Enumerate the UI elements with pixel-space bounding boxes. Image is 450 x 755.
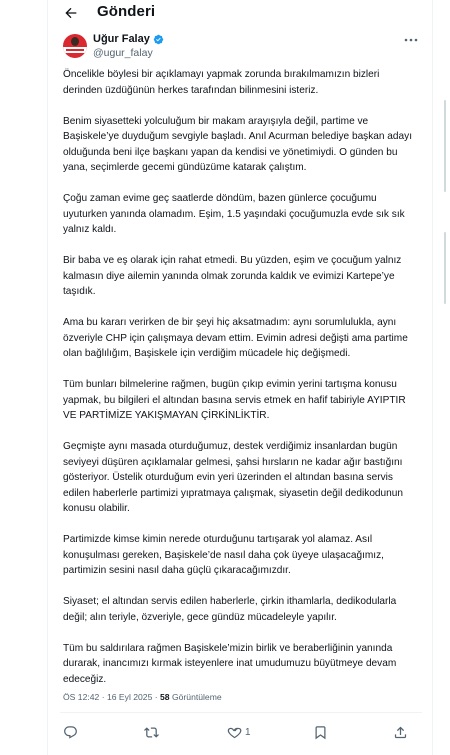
avatar[interactable]: [63, 34, 87, 58]
divider: [60, 712, 422, 713]
post-paragraph: Partimizde kimse kimin nerede oturduğunu tartışarak yol alamaz. Asıl konuşulması gereken, Başiskele’de nasıl daha çok üyeye ulaşacağımız, partimizin sesini nasıl daha güçlü çıkaracağımızdır.: [63, 534, 384, 576]
bookmark-button[interactable]: [313, 722, 328, 742]
post-paragraph: Öncelikle böylesi bir açıklamayı yapmak zorunda bırakılmamızın bizleri derinden üzdüğünün herkes tarafından bilinmesini isteriz.: [63, 69, 380, 96]
views-label: Görüntüleme: [171, 692, 222, 702]
meta-separator: ·: [101, 692, 105, 702]
post-paragraph: Ama bu kararı verirken de bir şeyi hiç aksatmadım: aynı sorumlulukla, aynı özveriyle CHP için çalışmaya devam ettim. Evimin adresi değişti ama partime olan bağlılığım, Başiskele için verdiğim mücadele hiç değişmedi.: [63, 317, 408, 359]
bookmark-icon: [313, 725, 328, 740]
heart-icon: [227, 725, 242, 740]
scrollbar-track[interactable]: [444, 232, 446, 304]
author-display-name[interactable]: Uğur Falay: [93, 33, 150, 45]
post-paragraph: Benim siyasetteki yolculuğum bir makam arayışıyla değil, partime ve Başiskele’ye duyduğum sevgiyle başladı. Anıl Acurman belediye başkan adayı olduğunda beni ilçe başkanı yapan da kendisi ve yönetimiydi. O günden bu yana, seçimlerde gecemi gündüzüme katarak çalıştım.: [63, 115, 413, 173]
author-block: [63, 33, 423, 63]
post-paragraph: Bir baba ve eş olarak için rahat etmedi. Bu yüzden, eşim ve çocuğum yalnız kalmasın diye ailemin yanında olmak zorunda kaldık ve evimizi Kartepe’ye taşıdık.: [63, 255, 402, 297]
author-name-row: [93, 33, 164, 45]
views-count: 58: [160, 692, 170, 702]
post-metadata: [63, 692, 222, 702]
post-detail-column: [47, 0, 433, 755]
retweet-icon: [144, 725, 159, 740]
post-text: [63, 67, 419, 687]
more-horizontal-icon: [404, 37, 418, 43]
like-button[interactable]: [227, 722, 251, 742]
author-handle[interactable]: @ugur_falay: [93, 47, 153, 59]
page-header: [48, 0, 434, 26]
meta-separator: ·: [154, 692, 158, 702]
post-paragraph: Tüm bunları bilmelerine rağmen, bugün çıkıp evimin yerini tartışma konusu yapmak, bu bilgileri el altından basına servis etmek en hafif tabiriyle AYIPTIR VE PARTİMİZE YAKIŞMAYAN ÇİRKİNLİKTİR.: [63, 379, 406, 421]
reply-icon: [63, 725, 78, 740]
reply-button[interactable]: [63, 722, 78, 742]
arrow-left-icon: [63, 5, 79, 21]
scrollbar-track[interactable]: [444, 100, 446, 192]
back-button[interactable]: [60, 2, 82, 24]
share-icon: [393, 725, 408, 740]
post-date[interactable]: 16 Eyl 2025: [106, 692, 153, 702]
action-bar: [48, 722, 434, 744]
post-paragraph: Siyaset; el altından servis edilen haberlerle, çirkin ithamlarla, dedikodularla değil; alın teriyle, özveriyle, gece gündüz mücadeleyle yapılır.: [63, 596, 397, 623]
more-options-button[interactable]: [403, 34, 419, 46]
post-time[interactable]: ÖS 12:42: [63, 692, 100, 702]
post-paragraph: Geçmişte aynı masada oturduğumuz, destek verdiğimiz insanlardan bugün seviyeyi düşüren açıklamalar gelmesi, şahsi hırsların ne kadar ağır bastığını gösteriyor. Üstelik oturduğum evin yeri üzerinden el altından basına servis edilen haberlerle partimizi yıpratmaya çalışmak, siyasetin değil dedikodunun konusu olabilir.: [63, 441, 403, 514]
share-button[interactable]: [393, 722, 408, 742]
page-title: Gönderi: [97, 3, 156, 20]
retweet-button[interactable]: [144, 722, 159, 742]
post-paragraph: Çoğu zaman evime geç saatlerde döndüm, bazen günlerce çocuğumu uyuturken yanında olamadım. Eşim, 1.5 yaşındaki çocuğumuzla evde sık sık yalnız kaldı.: [63, 193, 405, 235]
post-paragraph: Tüm bu saldırılara rağmen Başiskele’mizin birlik ve beraberliğinin yanında durarak, inancımızı kırmak isteyenlere inat umudumuzu büyütmeye devam edeceğiz.: [63, 642, 397, 685]
verified-badge-icon: [153, 34, 164, 45]
like-count: 1: [245, 726, 251, 738]
